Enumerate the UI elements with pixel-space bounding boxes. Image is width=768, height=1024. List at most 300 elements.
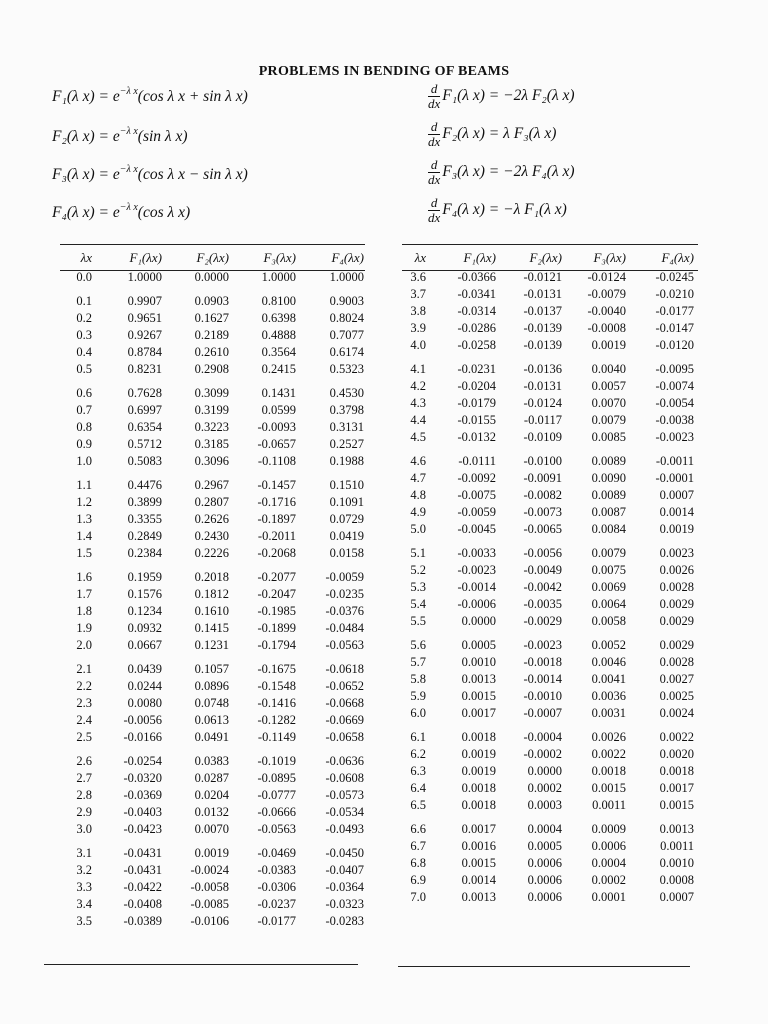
value-cell: 0.0287 (194, 771, 229, 785)
value-cell: 0.0023 (659, 546, 694, 560)
value-cell: 0.2226 (194, 546, 229, 560)
table-row (404, 637, 694, 654)
value-cell: 0.0007 (659, 488, 694, 502)
value-cell: 0.0046 (591, 655, 626, 669)
value-cell: 0.0158 (329, 546, 364, 560)
table-row (404, 889, 694, 906)
lambda-x-cell: 3.9 (410, 321, 426, 335)
value-cell: -0.0407 (325, 863, 364, 877)
value-cell: -0.0049 (523, 563, 562, 577)
lambda-x-cell: 0.7 (76, 403, 92, 417)
table-row (62, 879, 364, 896)
table-row (404, 746, 694, 763)
value-cell: 0.0052 (591, 638, 626, 652)
value-cell: 0.0018 (591, 764, 626, 778)
table-row (62, 361, 364, 378)
value-cell: 0.0080 (127, 696, 162, 710)
value-cell: 0.5712 (127, 437, 162, 451)
value-cell: 0.0491 (194, 730, 229, 744)
value-cell: 0.0006 (591, 839, 626, 853)
lambda-x-cell: 3.5 (76, 914, 92, 928)
lambda-x-cell: 1.3 (76, 512, 92, 526)
value-cell: -0.0254 (123, 754, 162, 768)
value-cell: 0.0090 (591, 471, 626, 485)
value-cell: 0.0005 (527, 839, 562, 853)
value-cell: 0.0029 (659, 614, 694, 628)
table-row (404, 613, 694, 630)
table-row (62, 269, 364, 286)
value-cell: -0.0408 (123, 897, 162, 911)
value-cell: -0.1457 (257, 478, 296, 492)
value-cell: 0.0014 (461, 873, 496, 887)
value-cell: 0.0084 (591, 522, 626, 536)
value-cell: 0.2415 (261, 362, 296, 376)
value-cell: 0.0006 (527, 856, 562, 870)
value-cell: -0.0563 (257, 822, 296, 836)
table-row (62, 586, 364, 603)
table-header-row (404, 247, 694, 269)
value-cell: -0.0210 (655, 287, 694, 301)
lambda-x-cell: 5.0 (410, 522, 426, 536)
header-f4: F₄(λx) (661, 250, 694, 265)
value-cell: -0.0608 (325, 771, 364, 785)
value-cell: 0.0002 (591, 873, 626, 887)
value-cell: 0.0244 (127, 679, 162, 693)
lambda-x-cell: 0.0 (76, 270, 92, 284)
table-row (62, 712, 364, 729)
value-cell: -0.0095 (655, 362, 694, 376)
table-row (62, 620, 364, 637)
value-cell: -0.0056 (123, 713, 162, 727)
value-cell: 0.0599 (261, 403, 296, 417)
value-cell: -0.0014 (457, 580, 496, 594)
group-spacer (404, 630, 694, 637)
value-cell: 0.6354 (127, 420, 162, 434)
group-spacer (404, 814, 694, 821)
right-bottom-rule (398, 966, 690, 967)
value-cell: -0.0011 (655, 454, 694, 468)
value-cell: 0.0007 (659, 890, 694, 904)
lambda-x-cell: 6.0 (410, 706, 426, 720)
table-row (404, 269, 694, 286)
value-cell: -0.2011 (257, 529, 296, 543)
lambda-x-cell: 4.8 (410, 488, 426, 502)
value-cell: 1.0000 (261, 270, 296, 284)
page-title: PROBLEMS IN BENDING OF BEAMS (258, 64, 510, 79)
table-row (62, 477, 364, 494)
lambda-x-cell: 3.8 (410, 304, 426, 318)
group-spacer (404, 538, 694, 545)
value-cell: 0.2430 (194, 529, 229, 543)
value-cell: -0.0035 (523, 597, 562, 611)
lambda-x-cell: 4.3 (410, 396, 426, 410)
lambda-x-cell: 0.8 (76, 420, 92, 434)
value-cell: 0.0019 (194, 846, 229, 860)
value-cell: 0.9907 (127, 294, 162, 308)
value-cell: 0.2527 (329, 437, 364, 451)
lambda-x-cell: 3.2 (76, 863, 92, 877)
value-cell: 0.0018 (461, 798, 496, 812)
value-cell: 0.0003 (527, 798, 562, 812)
value-cell: 0.0000 (194, 270, 229, 284)
value-cell: -0.0283 (325, 914, 364, 928)
group-spacer (62, 378, 364, 385)
value-cell: -0.0004 (523, 730, 562, 744)
value-cell: -0.0111 (458, 454, 496, 468)
value-cell: 0.1231 (194, 638, 229, 652)
value-cell: 0.0064 (591, 597, 626, 611)
value-cell: 0.0025 (659, 689, 694, 703)
value-cell: -0.1548 (257, 679, 296, 693)
value-cell: 0.0015 (461, 689, 496, 703)
value-cell: -0.0056 (523, 546, 562, 560)
value-cell: -0.0023 (523, 638, 562, 652)
table-row (404, 763, 694, 780)
value-cell: 0.0000 (527, 764, 562, 778)
value-cell: 0.1415 (194, 621, 229, 635)
table-row (62, 569, 364, 586)
value-cell: -0.0059 (457, 505, 496, 519)
header-f2: F₂(λx) (529, 250, 562, 265)
left-bottom-rule (44, 964, 358, 965)
value-cell: 0.2626 (194, 512, 229, 526)
value-cell: 0.0031 (591, 706, 626, 720)
value-cell: 0.3096 (194, 454, 229, 468)
value-cell: 0.3099 (194, 386, 229, 400)
derivative-f1: $\frac{d}{dx}$ F₁(λ x) = −2λ F₂(λ x) (428, 81, 575, 111)
table-row (404, 562, 694, 579)
lambda-x-cell: 4.0 (410, 338, 426, 352)
lambda-x-cell: 5.5 (410, 614, 426, 628)
value-cell: -0.0007 (523, 706, 562, 720)
table-row (404, 654, 694, 671)
lambda-x-cell: 3.3 (76, 880, 92, 894)
value-cell: -0.0669 (325, 713, 364, 727)
value-cell: 0.1510 (329, 478, 364, 492)
definition-f1: F₁(λ $x) = e^{-\lambda x}(\cos$ λ x + sin λ x) (52, 86, 248, 105)
value-cell: 0.8100 (261, 294, 296, 308)
lambda-x-cell: 1.9 (76, 621, 92, 635)
value-cell: -0.0002 (523, 747, 562, 761)
value-cell: 0.0022 (591, 747, 626, 761)
table-row (404, 780, 694, 797)
value-cell: 0.0010 (461, 655, 496, 669)
lambda-x-cell: 2.7 (76, 771, 92, 785)
value-cell: 0.0439 (127, 662, 162, 676)
value-cell: 0.0019 (659, 522, 694, 536)
table-row (404, 453, 694, 470)
value-cell: -0.0403 (123, 805, 162, 819)
value-cell: 0.1576 (127, 587, 162, 601)
lambda-x-cell: 4.9 (410, 505, 426, 519)
value-cell: -0.0177 (655, 304, 694, 318)
value-cell: -0.0075 (457, 488, 496, 502)
definition-f2: F₂(λ $x) = e^{-\lambda x}(\sin$ λ x) (52, 126, 188, 145)
value-cell: -0.0369 (123, 788, 162, 802)
value-cell: -0.0045 (457, 522, 496, 536)
value-cell: -0.0666 (257, 805, 296, 819)
value-cell: -0.0018 (523, 655, 562, 669)
table-row (62, 528, 364, 545)
value-cell: -0.0023 (457, 563, 496, 577)
value-cell: 0.0004 (591, 856, 626, 870)
lambda-x-cell: 2.6 (76, 754, 92, 768)
value-cell: -0.0652 (325, 679, 364, 693)
table-header-row (62, 247, 364, 269)
value-cell: -0.0314 (457, 304, 496, 318)
value-cell: 0.0069 (591, 580, 626, 594)
lambda-x-cell: 2.9 (76, 805, 92, 819)
value-cell: -0.0121 (523, 270, 562, 284)
value-cell: 0.2967 (194, 478, 229, 492)
value-cell: 0.0089 (591, 488, 626, 502)
group-spacer (62, 654, 364, 661)
value-cell: 0.0013 (659, 822, 694, 836)
value-cell: -0.0383 (257, 863, 296, 877)
table-row (62, 729, 364, 746)
value-cell: 0.0015 (461, 856, 496, 870)
value-cell: 0.2610 (194, 345, 229, 359)
table-row (404, 671, 694, 688)
lambda-x-cell: 4.2 (410, 379, 426, 393)
value-cell: 0.0004 (527, 822, 562, 836)
table-row (404, 688, 694, 705)
table-row (404, 821, 694, 838)
lambda-x-cell: 2.2 (76, 679, 92, 693)
lambda-x-cell: 5.2 (410, 563, 426, 577)
table-row (62, 603, 364, 620)
lambda-x-cell: 0.3 (76, 328, 92, 342)
value-cell: -0.0668 (325, 696, 364, 710)
value-cell: -0.0484 (325, 621, 364, 635)
value-cell: 0.0204 (194, 788, 229, 802)
value-cell: 0.3199 (194, 403, 229, 417)
lambda-x-cell: 0.2 (76, 311, 92, 325)
value-cell: -0.0245 (655, 270, 694, 284)
value-cell: -0.0065 (523, 522, 562, 536)
value-cell: 0.9651 (127, 311, 162, 325)
value-cell: -0.0155 (457, 413, 496, 427)
header-f4: F₄(λx) (331, 250, 364, 265)
value-cell: 0.0070 (194, 822, 229, 836)
value-cell: 0.0057 (591, 379, 626, 393)
group-spacer (404, 446, 694, 453)
value-cell: -0.0040 (587, 304, 626, 318)
definition-f3: F₃(λ $x) = e^{-\lambda x}(\cos$ λ x − sin λ x) (52, 164, 248, 183)
lambda-x-cell: 1.6 (76, 570, 92, 584)
lambda-x-cell: 5.4 (410, 597, 426, 611)
table-row (404, 504, 694, 521)
value-cell: 0.0040 (591, 362, 626, 376)
table-row (62, 511, 364, 528)
table-row (404, 378, 694, 395)
value-cell: -0.0023 (655, 430, 694, 444)
value-cell: 0.0028 (659, 580, 694, 594)
value-cell: 0.0027 (659, 672, 694, 686)
table-row (62, 494, 364, 511)
value-cell: 0.3185 (194, 437, 229, 451)
value-cell: 0.0017 (461, 822, 496, 836)
value-cell: 1.0000 (329, 270, 364, 284)
value-cell: -0.1416 (257, 696, 296, 710)
value-cell: 0.6174 (329, 345, 364, 359)
value-cell: -0.0073 (523, 505, 562, 519)
lambda-x-cell: 5.9 (410, 689, 426, 703)
value-cell: 0.0613 (194, 713, 229, 727)
value-cell: -0.0618 (325, 662, 364, 676)
value-cell: -0.0109 (523, 430, 562, 444)
left-table-top-rule (60, 244, 365, 245)
value-cell: 0.7628 (127, 386, 162, 400)
lambda-x-cell: 0.6 (76, 386, 92, 400)
table-row (62, 753, 364, 770)
value-cell: -0.0093 (257, 420, 296, 434)
value-cell: -0.0139 (523, 338, 562, 352)
value-cell: -0.0777 (257, 788, 296, 802)
value-cell: 0.0022 (659, 730, 694, 744)
value-cell: -0.0131 (523, 287, 562, 301)
value-cell: 0.2807 (194, 495, 229, 509)
value-cell: -0.0117 (523, 413, 562, 427)
lambda-x-cell: 6.1 (410, 730, 426, 744)
value-cell: 0.1431 (261, 386, 296, 400)
value-cell: 0.9267 (127, 328, 162, 342)
table-row (404, 596, 694, 613)
lambda-x-cell: 2.3 (76, 696, 92, 710)
right-values-table (404, 247, 694, 906)
value-cell: -0.0286 (457, 321, 496, 335)
value-cell: -0.0231 (457, 362, 496, 376)
value-cell: -0.0042 (523, 580, 562, 594)
value-cell: -0.0573 (325, 788, 364, 802)
value-cell: -0.0091 (523, 471, 562, 485)
value-cell: 0.0132 (194, 805, 229, 819)
value-cell: -0.0895 (257, 771, 296, 785)
value-cell: 0.0006 (527, 873, 562, 887)
value-cell: 0.0024 (659, 706, 694, 720)
value-cell: 0.0079 (591, 546, 626, 560)
table-row (404, 429, 694, 446)
table-row (62, 913, 364, 930)
value-cell: 0.1812 (194, 587, 229, 601)
value-cell: 0.0089 (591, 454, 626, 468)
lambda-x-cell: 1.5 (76, 546, 92, 560)
value-cell: 0.0748 (194, 696, 229, 710)
value-cell: 0.4476 (127, 478, 162, 492)
value-cell: 0.0006 (527, 890, 562, 904)
value-cell: -0.0493 (325, 822, 364, 836)
value-cell: -0.0124 (523, 396, 562, 410)
table-row (62, 436, 364, 453)
table-row (404, 395, 694, 412)
value-cell: 0.0383 (194, 754, 229, 768)
table-row (404, 872, 694, 889)
value-cell: 0.3564 (261, 345, 296, 359)
value-cell: -0.0010 (523, 689, 562, 703)
value-cell: 0.1959 (127, 570, 162, 584)
table-row (404, 487, 694, 504)
table-row (62, 770, 364, 787)
lambda-x-cell: 4.4 (410, 413, 426, 427)
value-cell: 0.0015 (659, 798, 694, 812)
table-row (62, 545, 364, 562)
value-cell: -0.0469 (257, 846, 296, 860)
value-cell: -0.0092 (457, 471, 496, 485)
value-cell: -0.1985 (257, 604, 296, 618)
lambda-x-cell: 2.5 (76, 730, 92, 744)
table-row (62, 453, 364, 470)
value-cell: -0.0008 (587, 321, 626, 335)
value-cell: -0.0058 (190, 880, 229, 894)
value-cell: -0.0235 (325, 587, 364, 601)
value-cell: 0.1057 (194, 662, 229, 676)
value-cell: -0.0132 (457, 430, 496, 444)
value-cell: 1.0000 (127, 270, 162, 284)
value-cell: -0.0658 (325, 730, 364, 744)
value-cell: -0.0636 (325, 754, 364, 768)
lambda-x-cell: 0.1 (76, 294, 92, 308)
value-cell: 0.0011 (592, 798, 626, 812)
value-cell: 0.0019 (461, 747, 496, 761)
value-cell: 0.0075 (591, 563, 626, 577)
value-cell: 0.0015 (591, 781, 626, 795)
value-cell: 0.1627 (194, 311, 229, 325)
value-cell: 0.0041 (591, 672, 626, 686)
value-cell: 0.0026 (591, 730, 626, 744)
value-cell: -0.1282 (257, 713, 296, 727)
value-cell: 0.3355 (127, 512, 162, 526)
table-row (404, 855, 694, 872)
derivative-f2: $\frac{d}{dx}$ F₂(λ x) = λ F₃(λ x) (428, 119, 557, 149)
value-cell: -0.0306 (257, 880, 296, 894)
value-cell: -0.0054 (655, 396, 694, 410)
value-cell: -0.1019 (257, 754, 296, 768)
lambda-x-cell: 3.4 (76, 897, 92, 911)
lambda-x-cell: 2.4 (76, 713, 92, 727)
lambda-x-cell: 6.3 (410, 764, 426, 778)
value-cell: -0.0120 (655, 338, 694, 352)
value-cell: -0.0320 (123, 771, 162, 785)
value-cell: 0.2018 (194, 570, 229, 584)
value-cell: 0.3798 (329, 403, 364, 417)
value-cell: 0.4888 (261, 328, 296, 342)
table-row (404, 361, 694, 378)
value-cell: -0.0085 (190, 897, 229, 911)
table-row (62, 637, 364, 654)
lambda-x-cell: 2.8 (76, 788, 92, 802)
value-cell: 0.4530 (329, 386, 364, 400)
value-cell: -0.0423 (123, 822, 162, 836)
header-f3: F₃(λx) (263, 250, 296, 265)
value-cell: 0.0087 (591, 505, 626, 519)
value-cell: 0.0008 (659, 873, 694, 887)
lambda-x-cell: 3.1 (76, 846, 92, 860)
table-row (404, 729, 694, 746)
value-cell: 0.1091 (329, 495, 364, 509)
value-cell: -0.0450 (325, 846, 364, 860)
group-spacer (404, 722, 694, 729)
definition-f4: F₄(λ $x) = e^{-\lambda x}(\cos$ λ x) (52, 202, 191, 221)
header-f2: F₂(λx) (196, 250, 229, 265)
value-cell: -0.1108 (257, 454, 296, 468)
value-cell: -0.0131 (523, 379, 562, 393)
value-cell: -0.0006 (457, 597, 496, 611)
table-row (404, 286, 694, 303)
value-cell: 0.0029 (659, 638, 694, 652)
value-cell: 0.1234 (127, 604, 162, 618)
group-spacer (62, 838, 364, 845)
value-cell: 0.0018 (461, 781, 496, 795)
